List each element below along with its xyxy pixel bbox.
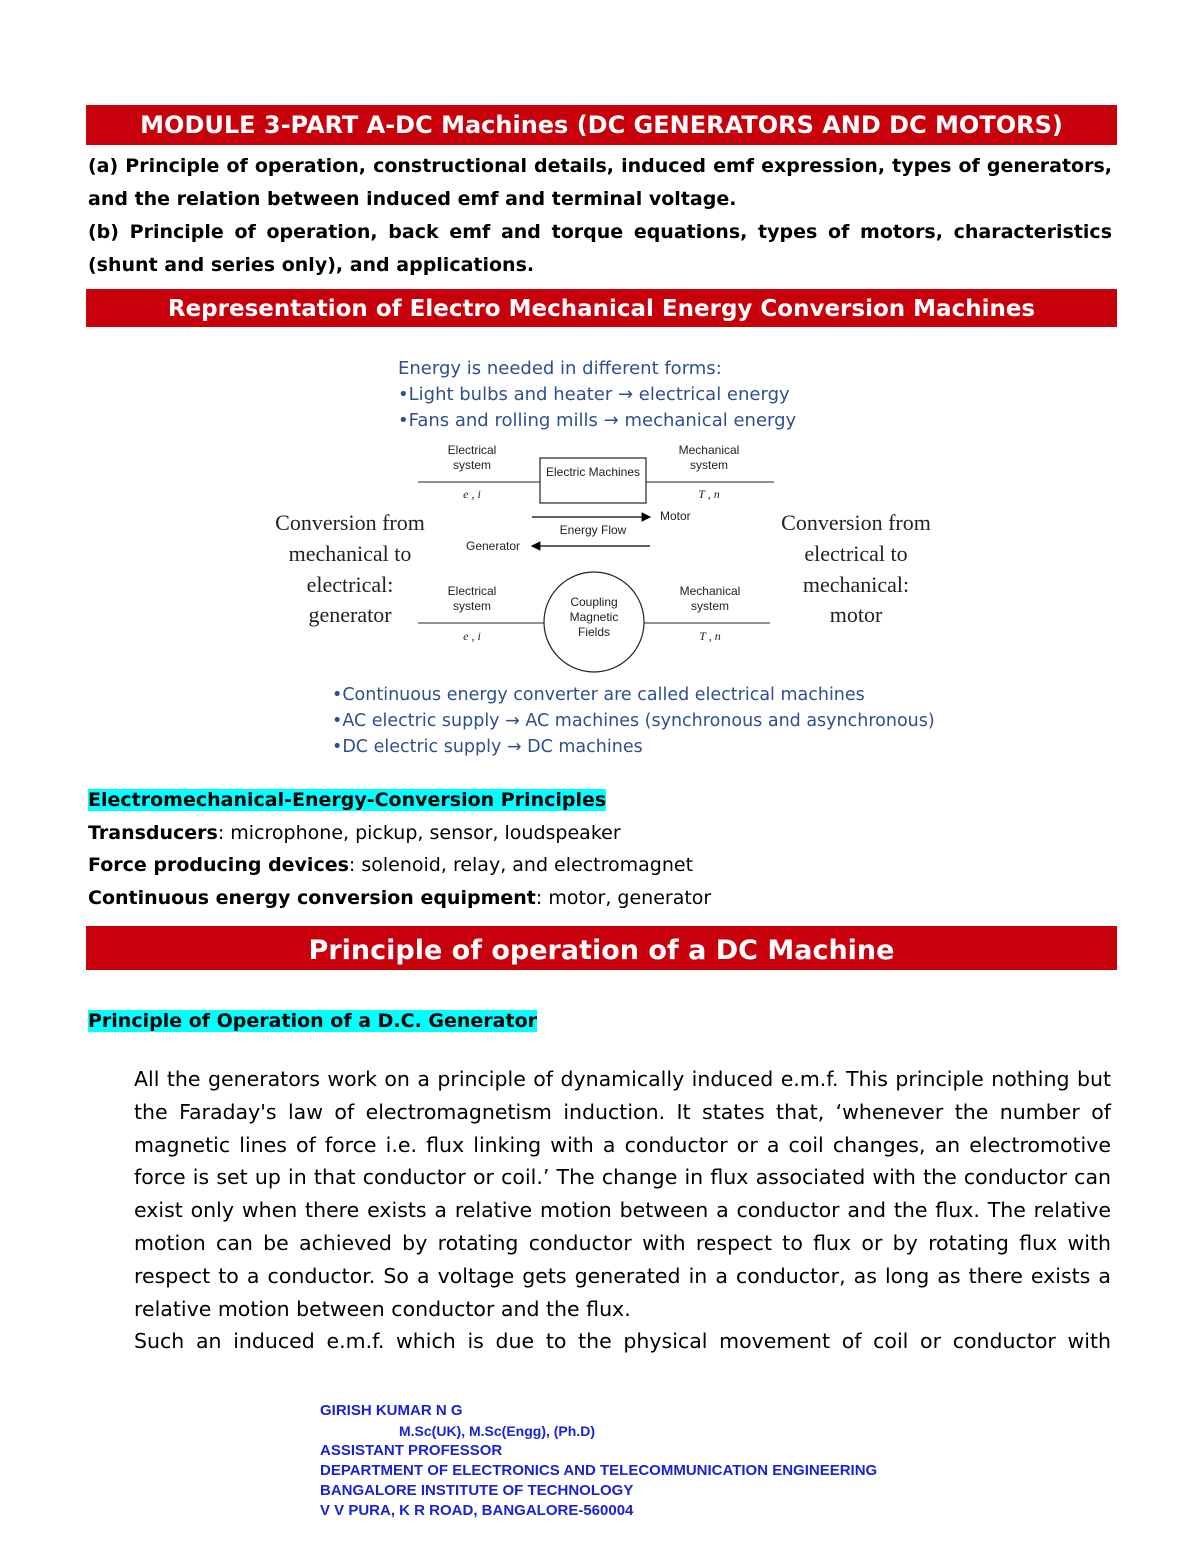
section-banner-principle	[86, 926, 1117, 970]
author-designation: ASSISTANT PROFESSOR	[320, 1442, 503, 1459]
right-caption-line1: Conversion from	[781, 510, 931, 535]
module-title: MODULE 3-PART A-DC Machines (DC GENERATORS AND DC MOTORS)	[140, 111, 1063, 139]
author-footer	[320, 1401, 877, 1521]
emc-item-text: : microphone, pickup, sensor, loudspeaker	[217, 821, 621, 844]
motor-label: Motor	[660, 509, 691, 523]
emc-item-text: : solenoid, relay, and electromagnet	[348, 854, 694, 876]
energy-conversion-figure	[250, 350, 990, 770]
right-caption-line3: mechanical:	[802, 572, 910, 597]
author-name: GIRISH KUMAR N G	[320, 1402, 463, 1419]
coupling-line2: Magnetic	[569, 610, 619, 624]
section-title: Representation of Electro Mechanical Energy Conversion Machines	[167, 296, 1036, 322]
section-title: Principle of operation of a DC Machine	[308, 935, 895, 966]
top-right-var: T , n	[698, 487, 720, 501]
right-caption-line2: electrical to	[804, 541, 908, 566]
generator-paragraph-2: Such an induced e.m.f. which is due to the physical movement of coil or conductor with	[134, 1329, 1111, 1354]
generator-heading-wrap	[88, 1006, 537, 1036]
figure-heading: Energy is needed in different forms:	[398, 358, 722, 379]
generator-paragraph-1: All the generators work on a principle of dynamically induced e.m.f. This principle nothing but the Faraday's law of electromagnetism induction. It states that, ‘whenever the number of magnetic lines of force i.e. flux linking with a conductor or a coil changes, an electromotive force is set up in that conductor or coil.’ The change in flux associated with the conductor can exist only when there exists a relative motion between a conductor and the flux. The relative motion can be achieved by rotating conductor with respect to flux or by rotating flux with respect to a conductor. So a voltage gets generated in a conductor, as long as there exists a relative motion between conductor and the flux.	[134, 1067, 1111, 1321]
generator-label: Generator	[466, 539, 521, 553]
left-caption-line2: mechanical to	[288, 541, 412, 566]
top-mechanical-label-2: system	[689, 458, 729, 472]
emc-item	[88, 849, 711, 882]
bottom-mechanical-label-2: system	[690, 599, 730, 613]
electric-machines-label: Electric Machines	[545, 465, 641, 479]
figure-bullet-dc: •DC electric supply → DC machines	[332, 737, 643, 757]
emc-item	[88, 817, 711, 850]
author-address: V V PURA, K R ROAD, BANGALORE-560004	[320, 1502, 634, 1519]
bottom-right-var: T , n	[699, 629, 721, 643]
module-title-banner	[86, 105, 1117, 145]
bottom-left-var: e , i	[463, 629, 481, 643]
top-mechanical-label-1: Mechanical	[678, 443, 740, 457]
left-caption-line3: electrical:	[306, 572, 394, 597]
figure-bullet-light: •Light bulbs and heater → electrical energy	[398, 384, 790, 405]
left-caption-line1: Conversion from	[275, 510, 425, 535]
generator-heading: Principle of Operation of a D.C. Generator	[88, 1010, 538, 1032]
emc-heading: Electromechanical-Energy-Conversion Principles	[88, 789, 607, 811]
bottom-mechanical-label-1: Mechanical	[679, 584, 741, 598]
syllabus-item-a: (a) Principle of operation, constructional details, induced emf expression, types of generators, and the relation between induced emf and terminal voltage.	[88, 155, 1112, 210]
emc-item	[88, 882, 711, 915]
emc-item-text: : motor, generator	[535, 886, 712, 909]
bottom-electrical-label-1: Electrical	[447, 584, 497, 598]
emc-item-label: Continuous energy conversion equipment	[88, 886, 536, 909]
coupling-line1: Coupling	[570, 595, 618, 609]
syllabus-item-b: (b) Principle of operation, back emf and torque equations, types of motors, characteristics (shunt and series only), and applications.	[88, 221, 1112, 276]
author-department: DEPARTMENT OF ELECTRONICS AND TELECOMMUNICATION ENGINEERING	[320, 1462, 878, 1479]
coupling-line3: Fields	[577, 625, 611, 639]
author-institute: BANGALORE INSTITUTE OF TECHNOLOGY	[320, 1482, 634, 1499]
emc-item-label: Transducers	[88, 821, 218, 844]
syllabus-block	[88, 150, 1112, 282]
bottom-electrical-label-2: system	[452, 599, 492, 613]
section-banner-representation	[86, 289, 1117, 327]
generator-body	[134, 1063, 1111, 1358]
top-electrical-label-2: system	[452, 458, 492, 472]
energy-flow-label: Energy Flow	[559, 523, 627, 537]
top-electrical-label-1: Electrical	[447, 443, 497, 457]
figure-bullet-continuous: •Continuous energy converter are called electrical machines	[332, 685, 865, 705]
author-degrees: M.Sc(UK), M.Sc(Engg), (Ph.D)	[399, 1423, 595, 1439]
left-caption-line4: generator	[308, 602, 392, 627]
figure-bullet-fans: •Fans and rolling mills → mechanical energy	[398, 410, 797, 431]
figure-bullet-ac: •AC electric supply → AC machines (synchronous and asynchronous)	[332, 711, 935, 731]
emc-item-label: Force producing devices	[88, 854, 349, 876]
emc-principles-block	[88, 784, 711, 914]
right-caption-line4: motor	[829, 602, 883, 627]
top-left-var: e , i	[463, 487, 481, 501]
